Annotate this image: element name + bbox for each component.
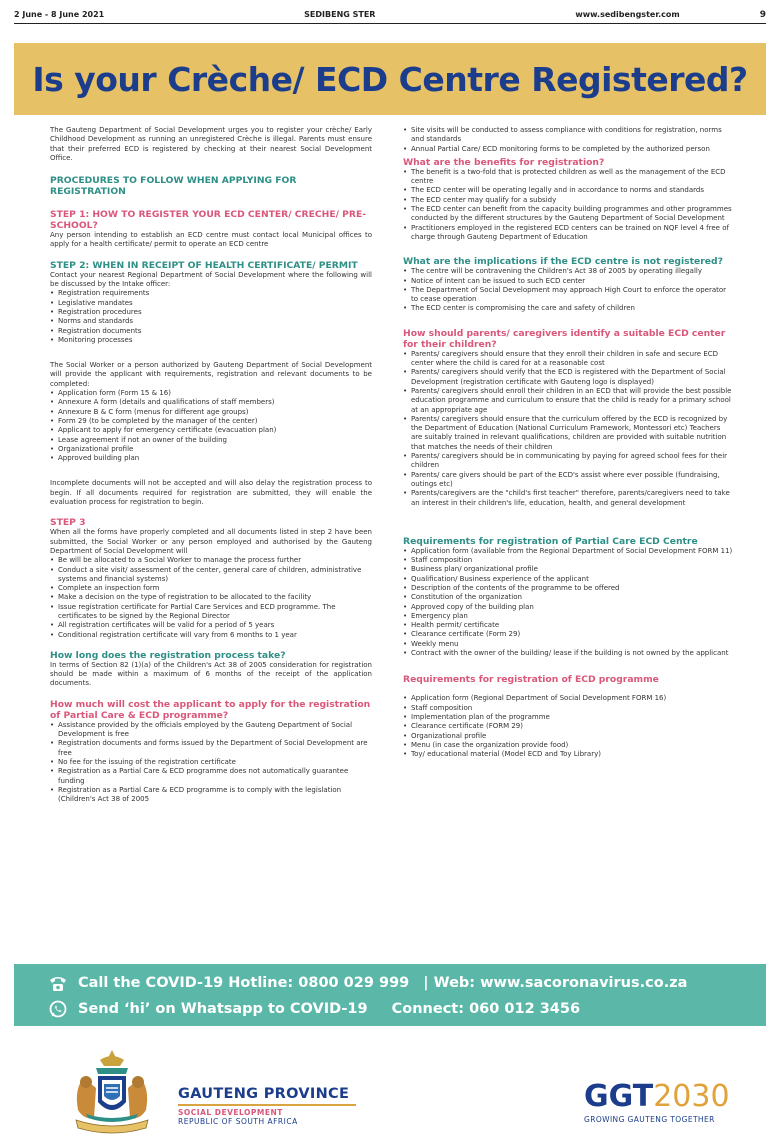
list-item: • Monitoring processes bbox=[50, 336, 372, 345]
list-item: • Be will be allocated to a Social Worker to manage the process further bbox=[50, 556, 372, 565]
list-item: • Applicant to apply for emergency certificate (evacuation plan) bbox=[50, 426, 372, 435]
list-item: • Parents/ care givers should be part of the ECD's assist where ever possible (fundraising, outings etc) bbox=[403, 471, 733, 490]
list-item: • Annexure A form (details and qualifications of staff members) bbox=[50, 398, 372, 407]
list-item: • The benefit is a two-fold that is protected children as well as the management of the ECD centre bbox=[403, 168, 733, 187]
gauteng-wordmark bbox=[178, 1086, 356, 1126]
list-item: • Approved copy of the building plan bbox=[403, 603, 733, 612]
hotline-row bbox=[48, 974, 687, 992]
paper-website: www.sedibengster.com 9 bbox=[575, 9, 766, 20]
cost-heading: How much will cost the applicant to apply for the registration of Partial Care & ECD programme? bbox=[50, 698, 371, 721]
documents-list bbox=[50, 389, 372, 463]
province-name: GAUTENG PROVINCE bbox=[178, 1086, 350, 1102]
list-item: • Approved building plan bbox=[50, 454, 372, 463]
country-name: REPUBLIC OF SOUTH AFRICA bbox=[178, 1117, 298, 1126]
list-item: • Weekly menu bbox=[403, 640, 733, 649]
ecd-programme-list bbox=[403, 694, 733, 759]
phone-icon bbox=[48, 974, 68, 992]
list-item: • Contract with the owner of the building/ lease if the building is not owned by the applicant bbox=[403, 649, 733, 658]
ggt-year: 2030 bbox=[653, 1079, 730, 1114]
intro-paragraph: The Gauteng Department of Social Development urges you to register your crèche/ Early Childhood Development as running an unregistered Crèche is illegal. Parents must ensure that their preferred ECD is registered by checking at their nearest Social Development Office. bbox=[50, 126, 372, 162]
cost-list bbox=[50, 721, 372, 805]
list-item: • Norms and standards bbox=[50, 317, 372, 326]
list-item: • Business plan/ organizational profile bbox=[403, 565, 733, 574]
list-item: • All registration certificates will be valid for a period of 5 years bbox=[50, 621, 372, 630]
hotline-text: Call the COVID-19 Hotline: 0800 029 999 bbox=[78, 975, 410, 991]
list-item: • Notice of intent can be issued to such ECD center bbox=[403, 277, 733, 286]
implications-list bbox=[403, 267, 733, 313]
divider bbox=[178, 1104, 356, 1106]
list-item: • Complete an inspection form bbox=[50, 584, 372, 593]
newspaper-header bbox=[14, 6, 766, 24]
step3-list bbox=[50, 556, 372, 640]
list-item: • No fee for the issuing of the registration certificate bbox=[50, 758, 372, 767]
list-item: • Parents/caregivers are the "child's first teacher" therefore, parents/caregivers need to take an interest in their children's life, education, health, and general development bbox=[403, 489, 733, 508]
partial-care-list bbox=[403, 547, 733, 659]
list-item: • Lease agreement if not an owner of the building bbox=[50, 436, 372, 445]
coat-of-arms-icon bbox=[56, 1048, 168, 1141]
list-item: • Annual Partial Care/ ECD monitoring forms to be completed by the authorized person bbox=[403, 145, 733, 154]
list-item: • Health permit/ certificate bbox=[403, 621, 733, 630]
gauteng-logo bbox=[50, 1046, 360, 1136]
list-item: • Parents/ caregivers should enroll their children in an ECD that will provide the best possible education programme and curriculum to ensure that the child is ready for a primary school at an appropriate age bbox=[403, 387, 733, 415]
list-item: • Registration as a Partial Care & ECD programme is to comply with the legislation (Children's Act 38 of 2005 bbox=[50, 786, 372, 805]
list-item: • Registration requirements bbox=[50, 289, 372, 298]
list-item: • Emergency plan bbox=[403, 612, 733, 621]
list-item: • The ECD center is compromising the care and safety of children bbox=[403, 304, 733, 313]
partial-care-heading: Requirements for registration of Partial Care ECD Centre bbox=[403, 535, 698, 547]
list-item: • Application form (Regional Department of Social Development FORM 16) bbox=[403, 694, 733, 703]
list-item: • Description of the contents of the programme to be offered bbox=[403, 584, 733, 593]
social-worker-text: The Social Worker or a person authorized by Gauteng Department of Social Development will provide the applicant with requirements, registration and relevant documents to be completed: bbox=[50, 361, 372, 388]
identify-heading: How should parents/ caregivers identify a suitable ECD center for their children? bbox=[403, 327, 726, 350]
left-column bbox=[50, 126, 372, 804]
paper-name: SEDIBENG STER bbox=[304, 10, 376, 19]
step1-text: Any person intending to establish an ECD centre must contact local Municipal offices to apply for a health certificate/ permit to operate an ECD centre bbox=[50, 231, 372, 249]
covid-hotline-bar bbox=[14, 964, 766, 1026]
list-item: • Toy/ educational material (Model ECD and Toy Library) bbox=[403, 750, 733, 759]
list-item: • Organizational profile bbox=[403, 732, 733, 741]
monitoring-list bbox=[403, 126, 733, 154]
list-item: • Qualification/ Business experience of the applicant bbox=[403, 575, 733, 584]
how-long-heading: How long does the registration process take? bbox=[50, 649, 286, 661]
whatsapp-icon bbox=[48, 1000, 68, 1018]
identify-list bbox=[403, 350, 733, 508]
step2-heading: STEP 2: WHEN IN RECEIPT OF HEALTH CERTIFICATE/ PERMIT bbox=[50, 259, 358, 271]
list-item: • Site visits will be conducted to assess compliance with conditions for registration, norms and standards bbox=[403, 126, 733, 145]
whatsapp-text: Send ‘hi’ on Whatsapp to COVID-19 bbox=[78, 1001, 368, 1017]
list-item: • Practitioners employed in the registered ECD centers can be trained on NQF level 4 free of charge through Gauteng Department of Education bbox=[403, 224, 733, 243]
list-item: • Clearance certificate (FORM 29) bbox=[403, 722, 733, 731]
department-name: SOCIAL DEVELOPMENT bbox=[178, 1108, 283, 1117]
list-item: • Conduct a site visit/ assessment of the center, general care of children, administrative systems and financial systems) bbox=[50, 566, 372, 585]
list-item: • Registration procedures bbox=[50, 308, 372, 317]
list-item: • Application form (available from the Regional Department of Social Development FORM 11) bbox=[403, 547, 733, 556]
list-item: • Organizational profile bbox=[50, 445, 372, 454]
list-item: • Registration documents and forms issued by the Department of Social Development are free bbox=[50, 739, 372, 758]
list-item: • The centre will be contravening the Children's Act 38 of 2005 by operating illegally bbox=[403, 267, 733, 276]
list-item: • Issue registration certificate for Partial Care Services and ECD programme. The certificates to be signed by the Regional Director bbox=[50, 603, 372, 622]
list-item: • Constitution of the organization bbox=[403, 593, 733, 602]
ggt-letters: GGT bbox=[584, 1079, 654, 1114]
list-item: • Implementation plan of the programme bbox=[403, 713, 733, 722]
list-item: • The Department of Social Development may approach High Court to enforce the operator to cease operation bbox=[403, 286, 733, 305]
list-item: • Form 29 (to be completed by the manager of the center) bbox=[50, 417, 372, 426]
list-item: • Parents/ caregivers should ensure that the curriculum offered by the ECD is recognized by the Department of Education (National Curriculum Framework, Montessori etc) Teachers are suitably trained in relevant qualifications, children are provided with suitable nutrition that matches the needs of their children bbox=[403, 415, 733, 452]
list-item: • Menu (in case the organization provide food) bbox=[403, 741, 733, 750]
list-item: • Registration as a Partial Care & ECD programme does not automatically guarantee funding bbox=[50, 767, 372, 786]
procedures-heading: PROCEDURES TO FOLLOW WHEN APPLYING FOR REGISTRATION bbox=[50, 175, 297, 198]
how-long-text: In terms of Section 82 (1)(a) of the Children's Act 38 of 2005 consideration for registration should be made within a maximum of 6 months of the receipt of the application documents. bbox=[50, 660, 372, 688]
list-item: • The ECD center will be operating legally and in accordance to norms and standards bbox=[403, 186, 733, 195]
list-item: • Staff composition bbox=[403, 556, 733, 565]
list-item: • Make a decision on the type of registration to be allocated to the facility bbox=[50, 593, 372, 602]
list-item: • Conditional registration certificate will vary from 6 months to 1 year bbox=[50, 631, 372, 640]
benefits-list bbox=[403, 168, 733, 242]
incomplete-text: Incomplete documents will not be accepted and will also delay the registration process to begin. If all documents required for registration are submitted, they will enable the evaluation process for registration to begin. bbox=[50, 479, 372, 507]
title-banner bbox=[14, 43, 766, 115]
list-item: • Parents/ caregivers should ensure that they enroll their children in safe and secure ECD center where the child is cared for at a reasonable cost bbox=[403, 350, 733, 369]
hotline-web: | Web: www.sacoronavirus.co.za bbox=[423, 975, 688, 991]
step3-heading: STEP 3 bbox=[50, 517, 86, 529]
list-item: • Assistance provided by the officials employed by the Gauteng Department of Social Development is free bbox=[50, 721, 372, 740]
step2-text: Contact your nearest Regional Department of Social Development where the following will be discussed by the Intake officer: bbox=[50, 270, 372, 289]
list-item: • Parents/ caregivers should verify that the ECD is registered with the Department of Social Development (registration certificate with Gauteng logo is displayed) bbox=[403, 368, 733, 387]
whatsapp-row bbox=[48, 1000, 580, 1018]
list-item: • The ECD center may qualify for a subsidy bbox=[403, 196, 733, 205]
list-item: • Staff composition bbox=[403, 704, 733, 713]
list-item: • Application form (Form 15 & 16) bbox=[50, 389, 372, 398]
step3-text: When all the forms have properly completed and all documents listed in step 2 have been submitted, the Social Worker or any person employed and authorised by the Gauteng Department of Social Development will bbox=[50, 528, 372, 555]
ggt-slogan: GROWING GAUTENG TOGETHER bbox=[584, 1115, 715, 1124]
list-item: • Parents/ caregivers should be in communicating by paying for agreed school fees for their children bbox=[403, 452, 733, 471]
right-column bbox=[403, 126, 733, 759]
list-item: • Legislative mandates bbox=[50, 299, 372, 308]
implications-heading: What are the implications if the ECD centre is not registered? bbox=[403, 256, 723, 268]
step1-heading: STEP 1: HOW TO REGISTER YOUR ECD CENTER/ CRECHE/ PRE-SCHOOL? bbox=[50, 209, 367, 232]
list-item: • The ECD center can benefit from the capacity building programmes and other programmes conducted by the different structures by the Gauteng Department of Social Development bbox=[403, 205, 733, 224]
page-title: Is your Crèche/ ECD Centre Registered? bbox=[32, 59, 748, 99]
list-item: • Registration documents bbox=[50, 327, 372, 336]
issue-date: 2 June - 8 June 2021 bbox=[14, 10, 105, 19]
ecd-programme-heading: Requirements for registration of ECD programme bbox=[403, 674, 659, 686]
page-number: 9 bbox=[759, 9, 766, 20]
whatsapp-connect: Connect: 060 012 3456 bbox=[391, 1001, 581, 1017]
list-item: • Annexure B & C form (menus for different age groups) bbox=[50, 408, 372, 417]
step2-list bbox=[50, 289, 372, 345]
ggt2030-logo bbox=[584, 1079, 730, 1124]
benefits-heading: What are the benefits for registration? bbox=[403, 156, 605, 168]
list-item: • Clearance certificate (Form 29) bbox=[403, 630, 733, 639]
